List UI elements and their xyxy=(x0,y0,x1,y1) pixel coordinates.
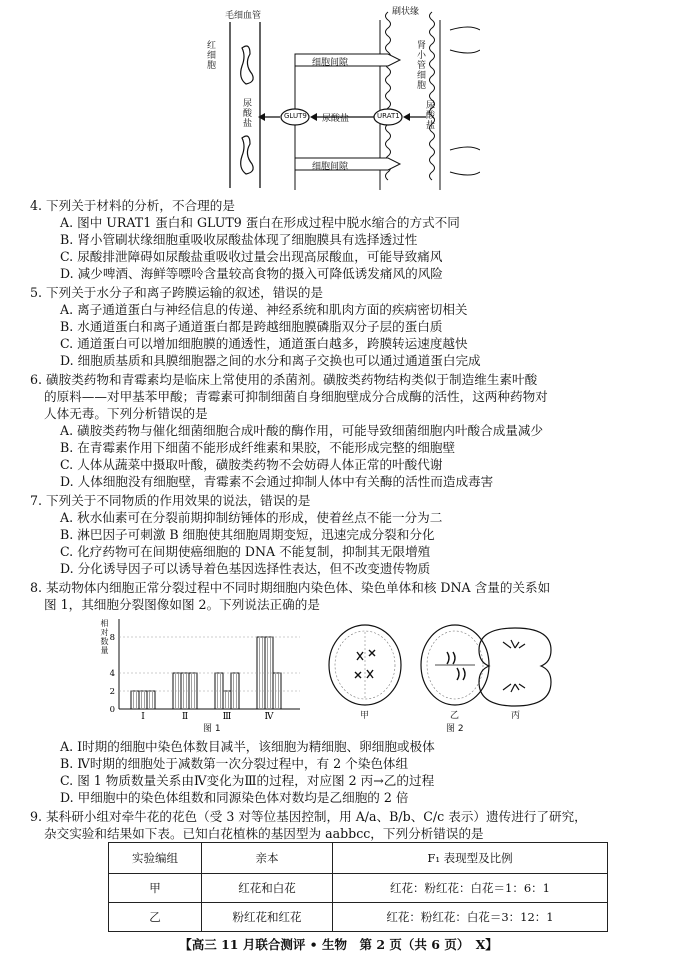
q4-option-a: A. 图中 URAT1 蛋白和 GLUT9 蛋白在形成过程中脱水缩合的方式不同 xyxy=(60,215,460,230)
table-header: 亲本 xyxy=(202,843,333,874)
y-tick-label: 4 xyxy=(109,669,115,679)
glut9-label: GLUT9 xyxy=(284,112,307,120)
urate-label-left: 尿酸盐 xyxy=(241,98,251,128)
y-axis-label: 相对数量 xyxy=(100,619,109,655)
cell-jia xyxy=(329,625,401,705)
q4-option-c: C. 尿酸排泄障碍如尿酸盐重吸收过量会出现高尿酸血，可能导致痛风 xyxy=(60,249,443,264)
q5-option-d: D. 细胞质基质和具膜细胞器之间的水分和离子交换也可以通过通道蛋白完成 xyxy=(60,353,481,368)
cell-label-jia: 甲 xyxy=(360,711,370,721)
capillary-label: 毛细血管 xyxy=(225,11,262,21)
q6-option-a: A. 磺胺类药物与催化细菌细胞合成叶酸的酶作用，可能导致细菌细胞内叶酸合成量减少 xyxy=(60,423,544,438)
q6-option-c: C. 人体从蔬菜中摄取叶酸，磺胺类药物不会妨碍人体正常的叶酸代谢 xyxy=(60,457,443,472)
q9-stem-line1: 9. 某科研小组对牵牛花的花色（受 3 对等位基因控制，用 A/a、B/b、C/c 表示）遗传进行了研究， xyxy=(30,809,587,824)
urate-label-mid: 尿酸盐 xyxy=(322,114,350,124)
table-header: 实验编组 xyxy=(109,843,202,874)
table-cell: 粉红花和红花 xyxy=(202,903,333,932)
q5-option-a: A. 离子通道蛋白与神经信息的传递、神经系统和肌肉方面的疾病密切相关 xyxy=(60,302,468,317)
q7-option-d: D. 分化诱导因子可以诱导着色基因选择性表达，但不改变遗传物质 xyxy=(60,561,431,576)
figure-1 xyxy=(95,615,305,735)
table-cell: 红花：粉红花：白花＝3：12：1 xyxy=(333,903,608,932)
bar-bar2-2 xyxy=(223,691,231,709)
intercellular-label-bottom: 细胞间隙 xyxy=(312,162,349,172)
q6-option-d: D. 人体细胞没有细胞壁，青霉素不会通过抑制人体中有关酶的活性而造成毒害 xyxy=(60,474,494,489)
urate-label-right: 尿酸盐 xyxy=(424,100,434,130)
q8-stem-line1: 8. 某动物体内细胞正常分裂过程中不同时期细胞内染色体、染色单体和核 DNA 含量的关系如 xyxy=(30,580,551,595)
q4-option-b: B. 肾小管刷状缘细胞重吸收尿酸盐体现了细胞膜具有选择透过性 xyxy=(60,232,418,247)
q6-option-b: B. 在青霉素作用下细菌不能形成纤维素和果胶，不能形成完整的细胞壁 xyxy=(60,440,456,455)
q6-stem-line3: 人体无毒。下列分析错误的是 xyxy=(44,406,208,421)
membrane-wavy xyxy=(386,12,391,180)
table-cell: 红花：粉红花：白花＝1：6：1 xyxy=(333,874,608,903)
y-tick-label: 2 xyxy=(109,687,115,697)
q8-option-a: A. Ⅰ时期的细胞中染色体数目减半，该细胞为精细胞、卵细胞或极体 xyxy=(60,739,435,754)
q8-option-c: C. 图 1 物质数量关系由Ⅳ变化为Ⅲ的过程，对应图 2 丙→乙的过程 xyxy=(60,773,435,788)
intercellular-label-top: 细胞间隙 xyxy=(312,58,349,68)
q8-stem-line2: 图 1，其细胞分裂图像如图 2。下列说法正确的是 xyxy=(44,597,320,612)
table-cell: 红花和白花 xyxy=(202,874,333,903)
rbc-shape xyxy=(241,46,253,84)
q7-option-a: A. 秋水仙素可在分裂前期抑制纺锤体的形成，使着丝点不能一分为二 xyxy=(60,510,443,525)
x-tick-label: Ⅲ xyxy=(222,712,232,720)
table-cell: 乙 xyxy=(109,903,202,932)
table-header: F₁ 表现型及比例 xyxy=(333,843,608,874)
cell-label-bing: 丙 xyxy=(511,711,521,721)
rbc-shape xyxy=(241,136,253,174)
q5-stem: 5. 下列关于水分子和离子跨膜运输的叙述，错误的是 xyxy=(30,285,324,300)
cell-division-images xyxy=(325,620,585,720)
q8-option-d: D. 甲细胞中的染色体组数和同源染色体对数均是乙细胞的 2 倍 xyxy=(60,790,409,805)
page-footer: 【高三 11 月联合测评 • 生物 第 2 页（共 6 页） X】 xyxy=(179,937,498,952)
bar-bar1-0 xyxy=(131,691,139,709)
bar-bar3-0 xyxy=(147,691,155,709)
q5-option-c: C. 通道蛋白可以增加细胞膜的通透性，通道蛋白越多，跨膜转运速度越快 xyxy=(60,336,468,351)
q7-option-c: C. 化疗药物可在间期使癌细胞的 DNA 不能复制，抑制其无限增殖 xyxy=(60,544,431,559)
q5-option-b: B. 水通道蛋白和离子通道蛋白都是跨越细胞膜磷脂双分子层的蛋白质 xyxy=(60,319,443,334)
tubule-cell-label: 肾小管细胞 xyxy=(415,40,425,90)
y-tick-label: 8 xyxy=(109,633,115,643)
table-row xyxy=(109,903,608,932)
x-tick-label: Ⅱ xyxy=(181,712,189,720)
q7-option-b: B. 淋巴因子可刺激 B 细胞使其细胞周期变短，迅速完成分裂和分化 xyxy=(60,527,435,542)
q4-option-d: D. 减少啤酒、海鲜等嘌呤含量较高食物的摄入可降低诱发痛风的风险 xyxy=(60,266,443,281)
experiment-table xyxy=(108,842,608,932)
q7-stem: 7. 下列关于不同物质的作用效果的说法，错误的是 xyxy=(30,493,311,508)
brush-border-label: 刷状缘 xyxy=(392,7,420,17)
figure-1-caption: 图 1 xyxy=(203,724,221,734)
cell-bing xyxy=(479,628,551,706)
cell-label-yi: 乙 xyxy=(450,711,460,721)
q8-option-b: B. Ⅳ时期的细胞处于减数第一次分裂过程中，有 2 个染色体组 xyxy=(60,756,409,771)
cell-yi xyxy=(421,625,489,705)
rbc-label: 红细胞 xyxy=(205,40,215,70)
bar-chart xyxy=(95,615,305,720)
table-cell: 甲 xyxy=(109,874,202,903)
figure-2-caption: 图 2 xyxy=(446,724,464,734)
x-tick-label: Ⅳ xyxy=(264,712,274,720)
q6-stem-line2: 的原料——对甲基苯甲酸；青霉素可抑制细菌自身细胞壁成分合成酶的活性，这两种药物对 xyxy=(44,389,548,404)
membrane-wavy xyxy=(430,12,435,180)
y-tick-label: 0 xyxy=(109,705,115,715)
urat1-label: URAT1 xyxy=(377,112,400,120)
urate-transport-figure xyxy=(200,0,480,190)
q6-stem-line1: 6. 磺胺类药物和青霉素均是临床上常使用的杀菌剂。磺胺类药物结构类似于制造维生素叶酸 xyxy=(30,372,538,387)
table-header-row xyxy=(109,843,608,874)
figure-2 xyxy=(325,620,585,735)
q4-stem: 4. 下列关于材料的分析，不合理的是 xyxy=(30,198,235,213)
x-tick-label: Ⅰ xyxy=(141,712,145,720)
q9-stem-line2: 杂交实验和结果如下表。已知白花植株的基因型为 aabbcc，下列分析错误的是 xyxy=(44,826,484,841)
bar-bar2-0 xyxy=(139,691,147,709)
table-row xyxy=(109,874,608,903)
